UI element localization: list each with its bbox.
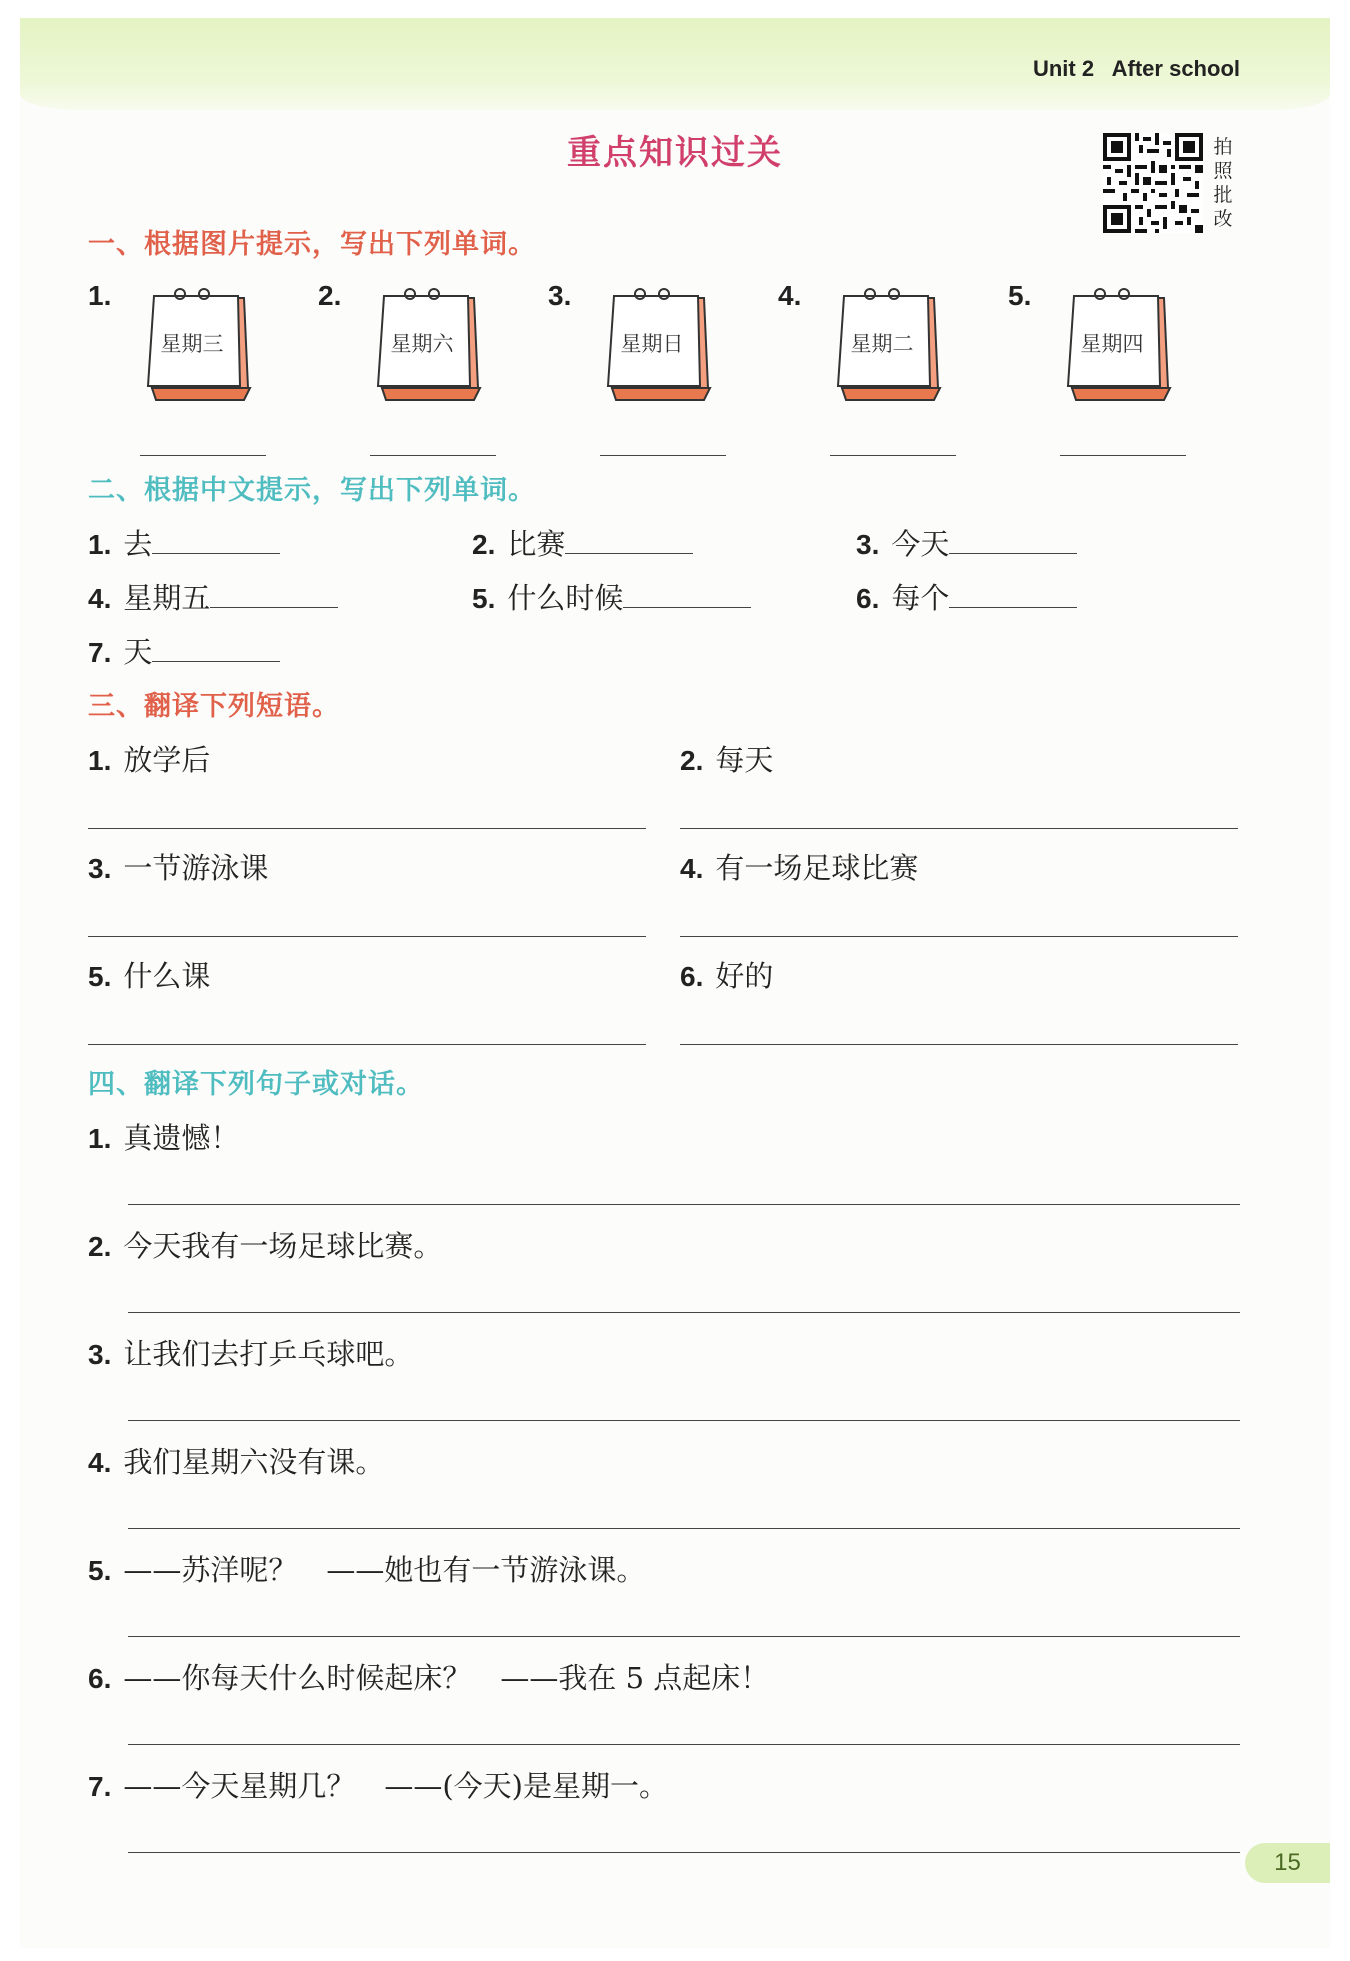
item-number: 1.: [88, 1123, 112, 1154]
item-number: 5.: [1008, 280, 1032, 311]
answer-blank[interactable]: [152, 637, 280, 662]
word-item: [472, 522, 693, 563]
item-number: 1.: [88, 745, 112, 776]
section-2-title: 二、根据中文提示，写出下列单词。: [88, 475, 536, 506]
item-number: 6.: [856, 583, 880, 614]
phrase-item: [88, 846, 268, 887]
answer-blank[interactable]: [210, 583, 338, 608]
sentence-prompt: 我们星期六没有课。: [123, 1445, 385, 1479]
calendar-item: [318, 278, 518, 458]
sentence-item: [88, 1224, 442, 1265]
item-number: 2.: [472, 529, 496, 560]
word-prompt: 比赛: [507, 527, 566, 561]
item-number: 3.: [856, 529, 880, 560]
answer-line[interactable]: [128, 1852, 1240, 1853]
word-item: [88, 576, 338, 617]
section-1-title: 一、根据图片提示，写出下列单词。: [88, 229, 536, 260]
qr-caption: [1210, 135, 1236, 231]
item-number: 4.: [88, 1447, 112, 1478]
dialogue-prompt: ——你每天什么时候起床？ ——我在 5 点起床！: [123, 1661, 770, 1695]
calendar-day-label: 星期三: [160, 332, 224, 356]
answer-line[interactable]: [128, 1528, 1240, 1529]
sentence-prompt: 让我们去打乒乓球吧。: [123, 1337, 414, 1371]
item-number: 4.: [680, 853, 704, 884]
item-number: 2.: [88, 1231, 112, 1262]
sentence-item: [88, 1440, 384, 1481]
item-number: 3.: [88, 853, 112, 884]
qr-caption-char: 照: [1213, 160, 1233, 182]
item-number: 4.: [778, 280, 802, 311]
phrase-prompt: 每天: [715, 743, 774, 777]
word-prompt: 今天: [891, 527, 950, 561]
item-number: 5.: [88, 1555, 112, 1586]
word-item: [88, 630, 280, 671]
answer-blank[interactable]: [140, 455, 266, 456]
calendar-item: [1008, 278, 1208, 458]
answer-line[interactable]: [88, 1044, 646, 1045]
calendar-item: [778, 278, 978, 458]
answer-line[interactable]: [680, 828, 1238, 829]
answer-blank[interactable]: [600, 455, 726, 456]
calendar-day-label: 星期六: [390, 332, 454, 356]
item-number: 5.: [88, 961, 112, 992]
item-number: 7.: [88, 637, 112, 668]
section-4-title: 四、翻译下列句子或对话。: [88, 1069, 424, 1100]
answer-line[interactable]: [128, 1744, 1240, 1745]
unit-label: [1033, 56, 1240, 82]
calendar-day-label: 星期四: [1080, 332, 1144, 356]
word-item: [472, 576, 751, 617]
sentence-prompt: 真遗憾！: [123, 1121, 240, 1155]
phrase-item: [680, 846, 918, 887]
item-number: 2.: [680, 745, 704, 776]
answer-blank[interactable]: [370, 455, 496, 456]
answer-blank[interactable]: [949, 529, 1077, 554]
qr-caption-char: 批: [1213, 184, 1233, 206]
unit-title: After school: [1111, 56, 1240, 81]
word-prompt: 星期五: [123, 581, 211, 615]
answer-line[interactable]: [128, 1636, 1240, 1637]
calendar-day-label: 星期日: [620, 332, 684, 356]
item-number: 2.: [318, 280, 342, 311]
sentence-item: [88, 1332, 413, 1373]
qr-code-icon[interactable]: [1103, 133, 1203, 233]
dialogue-item: [88, 1764, 668, 1805]
answer-line[interactable]: [680, 1044, 1238, 1045]
answer-line[interactable]: [128, 1312, 1240, 1313]
word-prompt: 每个: [891, 581, 950, 615]
answer-line[interactable]: [128, 1204, 1240, 1205]
sentence-prompt: 今天我有一场足球比赛。: [123, 1229, 443, 1263]
item-number: 3.: [548, 280, 572, 311]
word-prompt: 什么时候: [507, 581, 624, 615]
word-item: [856, 576, 1077, 617]
phrase-item: [680, 954, 773, 995]
phrase-item: [88, 954, 210, 995]
phrase-item: [88, 738, 210, 779]
dialogue-item: [88, 1548, 645, 1589]
answer-blank[interactable]: [830, 455, 956, 456]
item-number: 7.: [88, 1771, 112, 1802]
phrase-prompt: 一节游泳课: [123, 851, 269, 885]
word-prompt: 去: [123, 527, 153, 561]
answer-blank[interactable]: [623, 583, 751, 608]
item-number: 1.: [88, 280, 112, 311]
phrase-prompt: 有一场足球比赛: [715, 851, 919, 885]
item-number: 4.: [88, 583, 112, 614]
dialogue-prompt: ——苏洋呢？ ——她也有一节游泳课。: [123, 1553, 646, 1587]
answer-line[interactable]: [128, 1420, 1240, 1421]
sentence-item: [88, 1116, 239, 1157]
calendar-day-label: 星期二: [850, 332, 914, 356]
item-number: 1.: [88, 529, 112, 560]
calendar-item: [548, 278, 748, 458]
word-item: [88, 522, 280, 563]
dialogue-prompt: ——今天星期几？ ——(今天)是星期一。: [123, 1769, 668, 1803]
answer-blank[interactable]: [565, 529, 693, 554]
word-prompt: 天: [123, 635, 153, 669]
dialogue-item: [88, 1656, 769, 1697]
qr-caption-char: 改: [1213, 208, 1233, 230]
phrase-item: [680, 738, 773, 779]
item-number: 6.: [88, 1663, 112, 1694]
qr-caption-char: 拍: [1213, 136, 1233, 158]
unit-number: Unit 2: [1032, 56, 1095, 81]
page-title: 重点知识过关: [567, 133, 783, 173]
answer-line[interactable]: [88, 828, 646, 829]
answer-blank[interactable]: [1060, 455, 1186, 456]
word-item: [856, 522, 1077, 563]
page-number: 15: [1245, 1843, 1330, 1883]
section-3-title: 三、翻译下列短语。: [88, 691, 340, 722]
answer-blank[interactable]: [949, 583, 1077, 608]
item-number: 6.: [680, 961, 704, 992]
phrase-prompt: 放学后: [123, 743, 211, 777]
item-number: 3.: [88, 1339, 112, 1370]
answer-blank[interactable]: [152, 529, 280, 554]
phrase-prompt: 好的: [715, 959, 774, 993]
item-number: 5.: [472, 583, 496, 614]
answer-line[interactable]: [680, 936, 1238, 937]
answer-line[interactable]: [88, 936, 646, 937]
calendar-item: [88, 278, 288, 458]
phrase-prompt: 什么课: [123, 959, 211, 993]
